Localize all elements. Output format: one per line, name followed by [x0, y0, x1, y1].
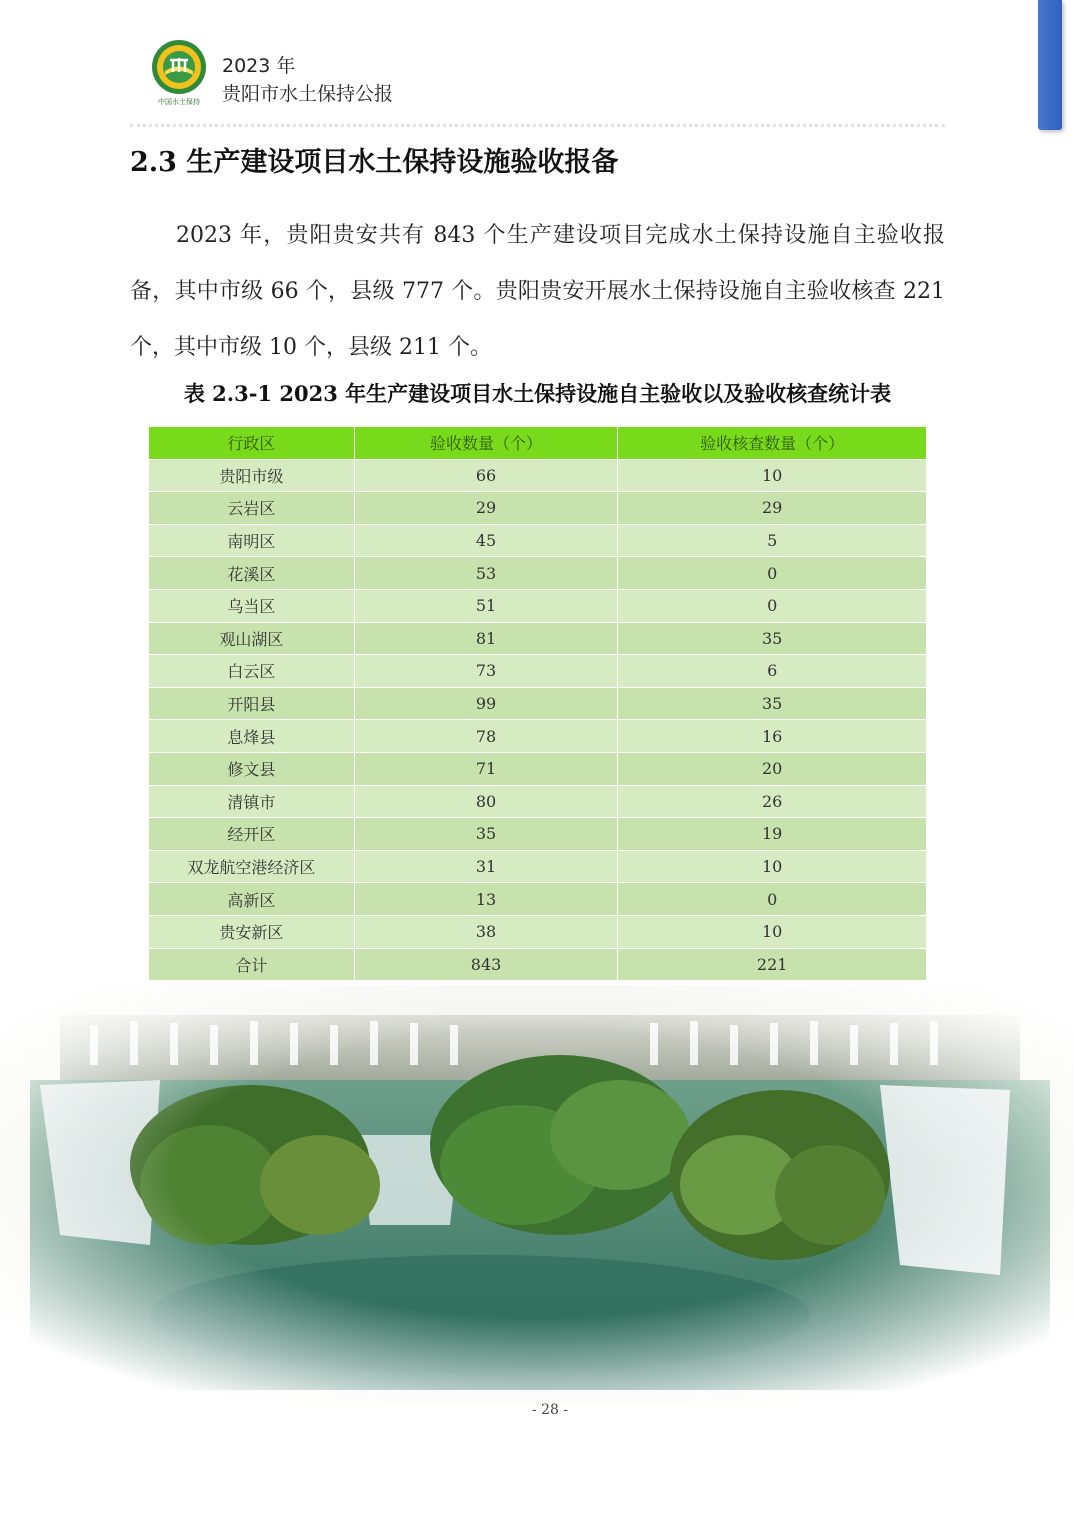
region-cell: 花溪区	[149, 557, 355, 590]
region-cell: 双龙航空港经济区	[149, 850, 355, 883]
body-paragraph-text: 2023 年，贵阳贵安共有 843 个生产建设项目完成水土保持设施自主验收报备，其中市级 66 个，县级 777 个。贵阳贵安开展水土保持设施自主验收核查 221 个，其中市级 10 个，县级 211 个。	[130, 223, 945, 360]
inspection-cell: 20	[618, 752, 927, 785]
table-row	[149, 459, 927, 492]
region-cell: 白云区	[149, 655, 355, 688]
table-row	[149, 915, 927, 948]
acceptance-cell: 71	[354, 752, 618, 785]
table-row	[149, 785, 927, 818]
header-acceptance-count: 验收数量（个）	[354, 427, 618, 460]
acceptance-cell: 78	[354, 720, 618, 753]
acceptance-cell: 81	[354, 622, 618, 655]
inspection-cell: 0	[618, 557, 927, 590]
inspection-cell: 10	[618, 459, 927, 492]
acceptance-statistics-table	[148, 426, 927, 981]
acceptance-cell: 53	[354, 557, 618, 590]
region-cell: 乌当区	[149, 589, 355, 622]
acceptance-cell: 80	[354, 785, 618, 818]
region-cell: 云岩区	[149, 492, 355, 525]
region-cell: 贵阳市级	[149, 459, 355, 492]
section-title: 2.3 生产建设项目水土保持设施验收报备	[130, 147, 619, 178]
region-cell: 合计	[149, 948, 355, 981]
acceptance-cell: 99	[354, 687, 618, 720]
table-row	[149, 687, 927, 720]
region-cell: 息烽县	[149, 720, 355, 753]
acceptance-cell: 35	[354, 818, 618, 851]
table-caption: 表 2.3-1 2023 年生产建设项目水土保持设施自主验收以及验收核查统计表	[183, 381, 892, 406]
inspection-cell: 16	[618, 720, 927, 753]
inspection-cell: 26	[618, 785, 927, 818]
soil-conservation-logo	[150, 38, 208, 108]
acceptance-cell: 38	[354, 915, 618, 948]
logo-caption: 中国水土保持	[158, 98, 200, 106]
header-divider	[130, 124, 945, 127]
inspection-cell: 29	[618, 492, 927, 525]
table-row	[149, 752, 927, 785]
report-title: 贵阳市水土保持公报	[222, 83, 394, 105]
acceptance-cell: 29	[354, 492, 618, 525]
acceptance-cell: 45	[354, 524, 618, 557]
table-header-row	[149, 427, 927, 460]
table-total-row	[149, 948, 927, 981]
table-row	[149, 850, 927, 883]
inspection-cell: 0	[618, 589, 927, 622]
region-cell: 高新区	[149, 883, 355, 916]
side-bookmark-tab	[1038, 0, 1062, 130]
acceptance-cell: 843	[354, 948, 618, 981]
table-row	[149, 492, 927, 525]
table-row	[149, 818, 927, 851]
table-row	[149, 622, 927, 655]
region-cell: 经开区	[149, 818, 355, 851]
inspection-cell: 6	[618, 655, 927, 688]
page-number: - 28 -	[531, 1402, 569, 1418]
inspection-cell: 35	[618, 687, 927, 720]
region-cell: 开阳县	[149, 687, 355, 720]
table-row	[149, 883, 927, 916]
inspection-cell: 19	[618, 818, 927, 851]
inspection-cell: 221	[618, 948, 927, 981]
table-row	[149, 589, 927, 622]
inspection-cell: 35	[618, 622, 927, 655]
report-year: 2023 年	[222, 55, 296, 77]
inspection-cell: 10	[618, 850, 927, 883]
table-row	[149, 524, 927, 557]
region-cell: 观山湖区	[149, 622, 355, 655]
table-row	[149, 557, 927, 590]
inspection-cell: 5	[618, 524, 927, 557]
body-paragraph	[130, 208, 945, 376]
acceptance-cell: 51	[354, 589, 618, 622]
region-cell: 修文县	[149, 752, 355, 785]
region-cell: 南明区	[149, 524, 355, 557]
acceptance-cell: 13	[354, 883, 618, 916]
acceptance-cell: 73	[354, 655, 618, 688]
region-cell: 清镇市	[149, 785, 355, 818]
waterfall-landscape-photo	[0, 985, 1074, 1405]
header-region: 行政区	[149, 427, 355, 460]
acceptance-cell: 31	[354, 850, 618, 883]
inspection-cell: 10	[618, 915, 927, 948]
acceptance-cell: 66	[354, 459, 618, 492]
inspection-cell: 0	[618, 883, 927, 916]
table-row	[149, 720, 927, 753]
region-cell: 贵安新区	[149, 915, 355, 948]
table-row	[149, 655, 927, 688]
header-inspection-count: 验收核查数量（个）	[618, 427, 927, 460]
